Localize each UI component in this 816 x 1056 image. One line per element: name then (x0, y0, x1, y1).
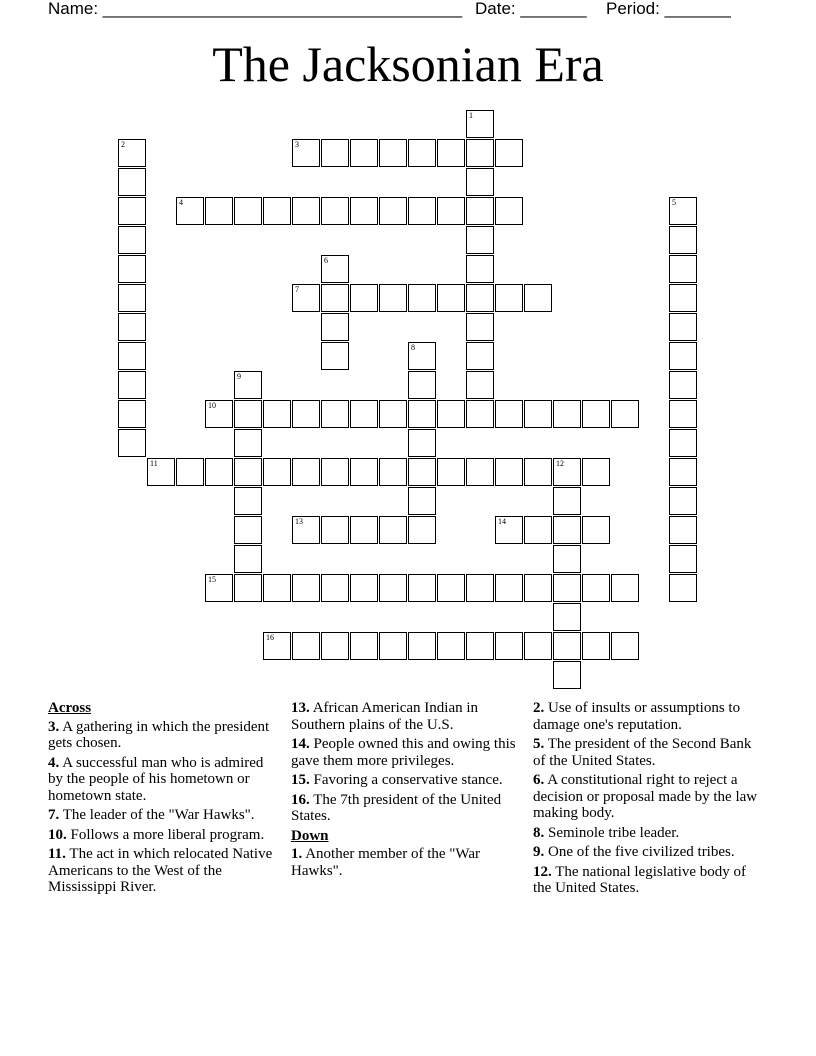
clue-text: The national legislative body of the United States. (533, 863, 747, 896)
grid-cell[interactable] (234, 429, 262, 457)
grid-cell[interactable] (466, 458, 494, 486)
grid-cell[interactable] (669, 545, 697, 573)
clue-number-label: 14 (498, 517, 506, 526)
down-clue (291, 846, 523, 879)
grid-cell[interactable] (495, 516, 523, 544)
grid-cell[interactable] (466, 342, 494, 370)
grid-cell[interactable] (118, 313, 146, 341)
grid-cell[interactable] (118, 400, 146, 428)
grid-cell[interactable] (321, 197, 349, 225)
clue-text: A constitutional right to reject a decision or proposal made by the law making body. (533, 772, 758, 821)
grid-cell[interactable] (553, 632, 581, 660)
clues-column-1 (48, 700, 280, 899)
clue-number: 11. (48, 846, 66, 862)
grid-cell[interactable] (321, 342, 349, 370)
grid-cell[interactable] (553, 574, 581, 602)
grid-cell[interactable] (118, 226, 146, 254)
clue-number-label: 16 (266, 633, 274, 642)
grid-cell[interactable] (292, 516, 320, 544)
grid-cell[interactable] (582, 516, 610, 544)
grid-cell[interactable] (437, 400, 465, 428)
grid-cell[interactable] (408, 284, 436, 312)
grid-cell[interactable] (263, 632, 291, 660)
clue-number: 7. (48, 807, 60, 823)
grid-cell[interactable] (611, 400, 639, 428)
clue-text: Favoring a conservative stance. (313, 772, 503, 788)
grid-cell[interactable] (234, 487, 262, 515)
grid-cell[interactable] (524, 574, 552, 602)
grid-cell[interactable] (669, 429, 697, 457)
clue-text: One of the five civilized tribes. (548, 844, 735, 860)
grid-cell[interactable] (437, 139, 465, 167)
down-clue (533, 772, 765, 822)
clue-number: 6. (533, 772, 545, 788)
down-clue (533, 844, 765, 861)
grid-cell[interactable] (321, 574, 349, 602)
grid-cell[interactable] (350, 400, 378, 428)
grid-cell[interactable] (292, 632, 320, 660)
clue-text: The act in which relocated Native Americans to the West of the Mississippi River. (48, 846, 273, 895)
clue-number-label: 2 (121, 140, 125, 149)
clue-text: People owned this and owing this gave them more privileges. (291, 736, 516, 769)
grid-cell[interactable] (263, 400, 291, 428)
grid-cell[interactable] (466, 574, 494, 602)
grid-cell[interactable] (379, 197, 407, 225)
clues-column-2 (291, 700, 523, 882)
grid-cell[interactable] (408, 400, 436, 428)
grid-cell[interactable] (553, 458, 581, 486)
grid-cell[interactable] (669, 197, 697, 225)
grid-cell[interactable] (524, 284, 552, 312)
grid-cell[interactable] (466, 226, 494, 254)
grid-cell[interactable] (292, 284, 320, 312)
across-clue (48, 827, 280, 844)
across-clue (291, 700, 523, 733)
clues-area (48, 700, 768, 940)
grid-cell[interactable] (379, 516, 407, 544)
grid-cell[interactable] (495, 400, 523, 428)
grid-cell[interactable] (118, 168, 146, 196)
grid-cell[interactable] (582, 400, 610, 428)
grid-cell[interactable] (234, 545, 262, 573)
grid-cell[interactable] (466, 197, 494, 225)
grid-cell[interactable] (263, 458, 291, 486)
clue-text: Seminole tribe leader. (548, 824, 680, 841)
grid-cell[interactable] (669, 371, 697, 399)
grid-cell[interactable] (466, 284, 494, 312)
clue-number-label: 1 (469, 111, 473, 120)
across-clue (48, 846, 280, 896)
grid-cell[interactable] (669, 284, 697, 312)
grid-cell[interactable] (466, 110, 494, 138)
grid-cell[interactable] (669, 313, 697, 341)
grid-cell[interactable] (582, 458, 610, 486)
grid-cell[interactable] (408, 487, 436, 515)
grid-cell[interactable] (582, 632, 610, 660)
grid-cell[interactable] (495, 458, 523, 486)
clue-text: The president of the Second Bank of the United States. (533, 736, 752, 769)
grid-cell[interactable] (350, 516, 378, 544)
clue-number-label: 3 (295, 140, 299, 149)
clue-number: 12. (533, 863, 552, 880)
grid-cell[interactable] (379, 400, 407, 428)
clue-number: 2. (533, 700, 545, 716)
grid-cell[interactable] (466, 371, 494, 399)
grid-cell[interactable] (669, 487, 697, 515)
grid-cell[interactable] (524, 400, 552, 428)
grid-cell[interactable] (408, 632, 436, 660)
grid-cell[interactable] (321, 400, 349, 428)
grid-cell[interactable] (292, 574, 320, 602)
clue-text: The leader of the "War Hawks". (62, 807, 255, 823)
grid-cell[interactable] (292, 400, 320, 428)
grid-cell[interactable] (234, 197, 262, 225)
grid-cell[interactable] (176, 458, 204, 486)
clue-number: 16. (291, 791, 310, 808)
grid-cell[interactable] (553, 516, 581, 544)
grid-cell[interactable] (234, 516, 262, 544)
grid-cell[interactable] (408, 342, 436, 370)
clue-number-label: 10 (208, 401, 216, 410)
clue-number: 14. (291, 736, 310, 752)
grid-cell[interactable] (263, 574, 291, 602)
down-clue (533, 864, 765, 897)
grid-cell[interactable] (321, 313, 349, 341)
grid-cell[interactable] (582, 574, 610, 602)
grid-cell[interactable] (466, 139, 494, 167)
grid-cell[interactable] (350, 197, 378, 225)
date-field[interactable]: Date: _______ (475, 0, 587, 18)
grid-cell[interactable] (524, 458, 552, 486)
grid-cell[interactable] (321, 516, 349, 544)
grid-cell[interactable] (524, 516, 552, 544)
name-field[interactable]: Name: ______________________________________ (48, 0, 463, 18)
clue-number: 13. (291, 700, 310, 716)
grid-cell[interactable] (669, 342, 697, 370)
grid-cell[interactable] (408, 139, 436, 167)
grid-cell[interactable] (350, 574, 378, 602)
grid-cell[interactable] (669, 458, 697, 486)
grid-cell[interactable] (437, 632, 465, 660)
grid-cell[interactable] (553, 661, 581, 689)
grid-cell[interactable] (379, 139, 407, 167)
grid-cell[interactable] (408, 574, 436, 602)
grid-cell[interactable] (379, 458, 407, 486)
grid-cell[interactable] (292, 139, 320, 167)
grid-cell[interactable] (669, 255, 697, 283)
grid-cell[interactable] (321, 139, 349, 167)
clue-number: 4. (48, 754, 60, 771)
grid-cell[interactable] (205, 458, 233, 486)
clue-number: 8. (533, 824, 545, 841)
grid-cell[interactable] (118, 342, 146, 370)
grid-cell[interactable] (408, 197, 436, 225)
clue-number: 10. (48, 826, 67, 843)
grid-cell[interactable] (408, 458, 436, 486)
clue-number: 5. (533, 736, 545, 752)
clue-text: African American Indian in Southern plains of the U.S. (291, 700, 479, 733)
grid-cell[interactable] (611, 574, 639, 602)
grid-cell[interactable] (118, 255, 146, 283)
grid-cell[interactable] (553, 603, 581, 631)
grid-cell[interactable] (553, 487, 581, 515)
across-clue (48, 807, 280, 824)
grid-cell[interactable] (437, 458, 465, 486)
grid-cell[interactable] (495, 574, 523, 602)
clue-text: Another member of the "War Hawks". (291, 846, 481, 879)
across-heading: Across (48, 700, 92, 716)
grid-cell[interactable] (524, 632, 552, 660)
grid-cell[interactable] (234, 574, 262, 602)
grid-cell[interactable] (118, 429, 146, 457)
grid-cell[interactable] (234, 400, 262, 428)
clue-number-label: 12 (556, 459, 564, 468)
down-clue (533, 736, 765, 769)
grid-cell[interactable] (118, 197, 146, 225)
grid-cell[interactable] (495, 197, 523, 225)
across-clue (48, 719, 280, 752)
grid-cell[interactable] (263, 197, 291, 225)
grid-cell[interactable] (437, 574, 465, 602)
grid-cell[interactable] (234, 458, 262, 486)
grid-cell[interactable] (408, 429, 436, 457)
grid-cell[interactable] (321, 255, 349, 283)
clue-number: 9. (533, 844, 545, 860)
across-clue (291, 792, 523, 825)
clue-text: Follows a more liberal program. (70, 826, 265, 843)
grid-cell[interactable] (321, 458, 349, 486)
clue-number-label: 4 (179, 198, 183, 207)
puzzle-title: The Jacksonian Era (212, 36, 604, 92)
grid-cell[interactable] (495, 284, 523, 312)
grid-cell[interactable] (669, 574, 697, 602)
grid-cell[interactable] (321, 284, 349, 312)
grid-cell[interactable] (466, 632, 494, 660)
clue-text: A successful man who is admired by the people of his hometown or hometown state. (48, 754, 264, 804)
across-clue (291, 736, 523, 769)
grid-cell[interactable] (350, 139, 378, 167)
grid-cell[interactable] (350, 458, 378, 486)
grid-cell[interactable] (292, 197, 320, 225)
grid-cell[interactable] (118, 371, 146, 399)
clue-number-label: 11 (150, 459, 158, 468)
grid-cell[interactable] (379, 632, 407, 660)
down-heading: Down (291, 827, 329, 844)
grid-cell[interactable] (176, 197, 204, 225)
grid-cell[interactable] (379, 284, 407, 312)
grid-cell[interactable] (379, 574, 407, 602)
grid-cell[interactable] (669, 400, 697, 428)
clue-number-label: 5 (672, 198, 676, 207)
clue-number-label: 13 (295, 517, 303, 526)
grid-cell[interactable] (466, 168, 494, 196)
grid-cell[interactable] (437, 284, 465, 312)
grid-cell[interactable] (408, 371, 436, 399)
grid-cell[interactable] (495, 632, 523, 660)
clue-number: 3. (48, 718, 60, 735)
grid-cell[interactable] (553, 400, 581, 428)
grid-cell[interactable] (437, 197, 465, 225)
clue-number-label: 15 (208, 575, 216, 584)
grid-cell[interactable] (669, 226, 697, 254)
clue-number-label: 8 (411, 343, 415, 352)
period-field[interactable]: Period: _______ (606, 0, 731, 18)
clues-column-3 (533, 700, 765, 900)
grid-cell[interactable] (466, 400, 494, 428)
across-clue (291, 772, 523, 789)
grid-cell[interactable] (553, 545, 581, 573)
grid-cell[interactable] (234, 371, 262, 399)
down-clue (533, 825, 765, 842)
clue-text: The 7th president of the United States. (291, 791, 502, 824)
grid-cell[interactable] (466, 255, 494, 283)
clue-text: Use of insults or assumptions to damage one's reputation. (533, 700, 741, 733)
grid-cell[interactable] (611, 632, 639, 660)
clue-number-label: 9 (237, 372, 241, 381)
grid-cell[interactable] (147, 458, 175, 486)
grid-cell[interactable] (495, 139, 523, 167)
clue-text: A gathering in which the president gets chosen. (48, 718, 270, 751)
clue-number: 1. (291, 846, 303, 862)
grid-cell[interactable] (118, 139, 146, 167)
grid-cell[interactable] (350, 284, 378, 312)
clue-number-label: 7 (295, 285, 299, 294)
grid-cell[interactable] (292, 458, 320, 486)
grid-cell[interactable] (118, 284, 146, 312)
down-clue (533, 700, 765, 733)
grid-cell[interactable] (205, 574, 233, 602)
grid-cell[interactable] (205, 400, 233, 428)
grid-cell[interactable] (350, 632, 378, 660)
grid-cell[interactable] (408, 516, 436, 544)
across-clue (48, 755, 280, 805)
clue-number: 15. (291, 772, 310, 788)
grid-cell[interactable] (466, 313, 494, 341)
grid-cell[interactable] (205, 197, 233, 225)
grid-cell[interactable] (321, 632, 349, 660)
clue-number-label: 6 (324, 256, 328, 265)
grid-cell[interactable] (669, 516, 697, 544)
